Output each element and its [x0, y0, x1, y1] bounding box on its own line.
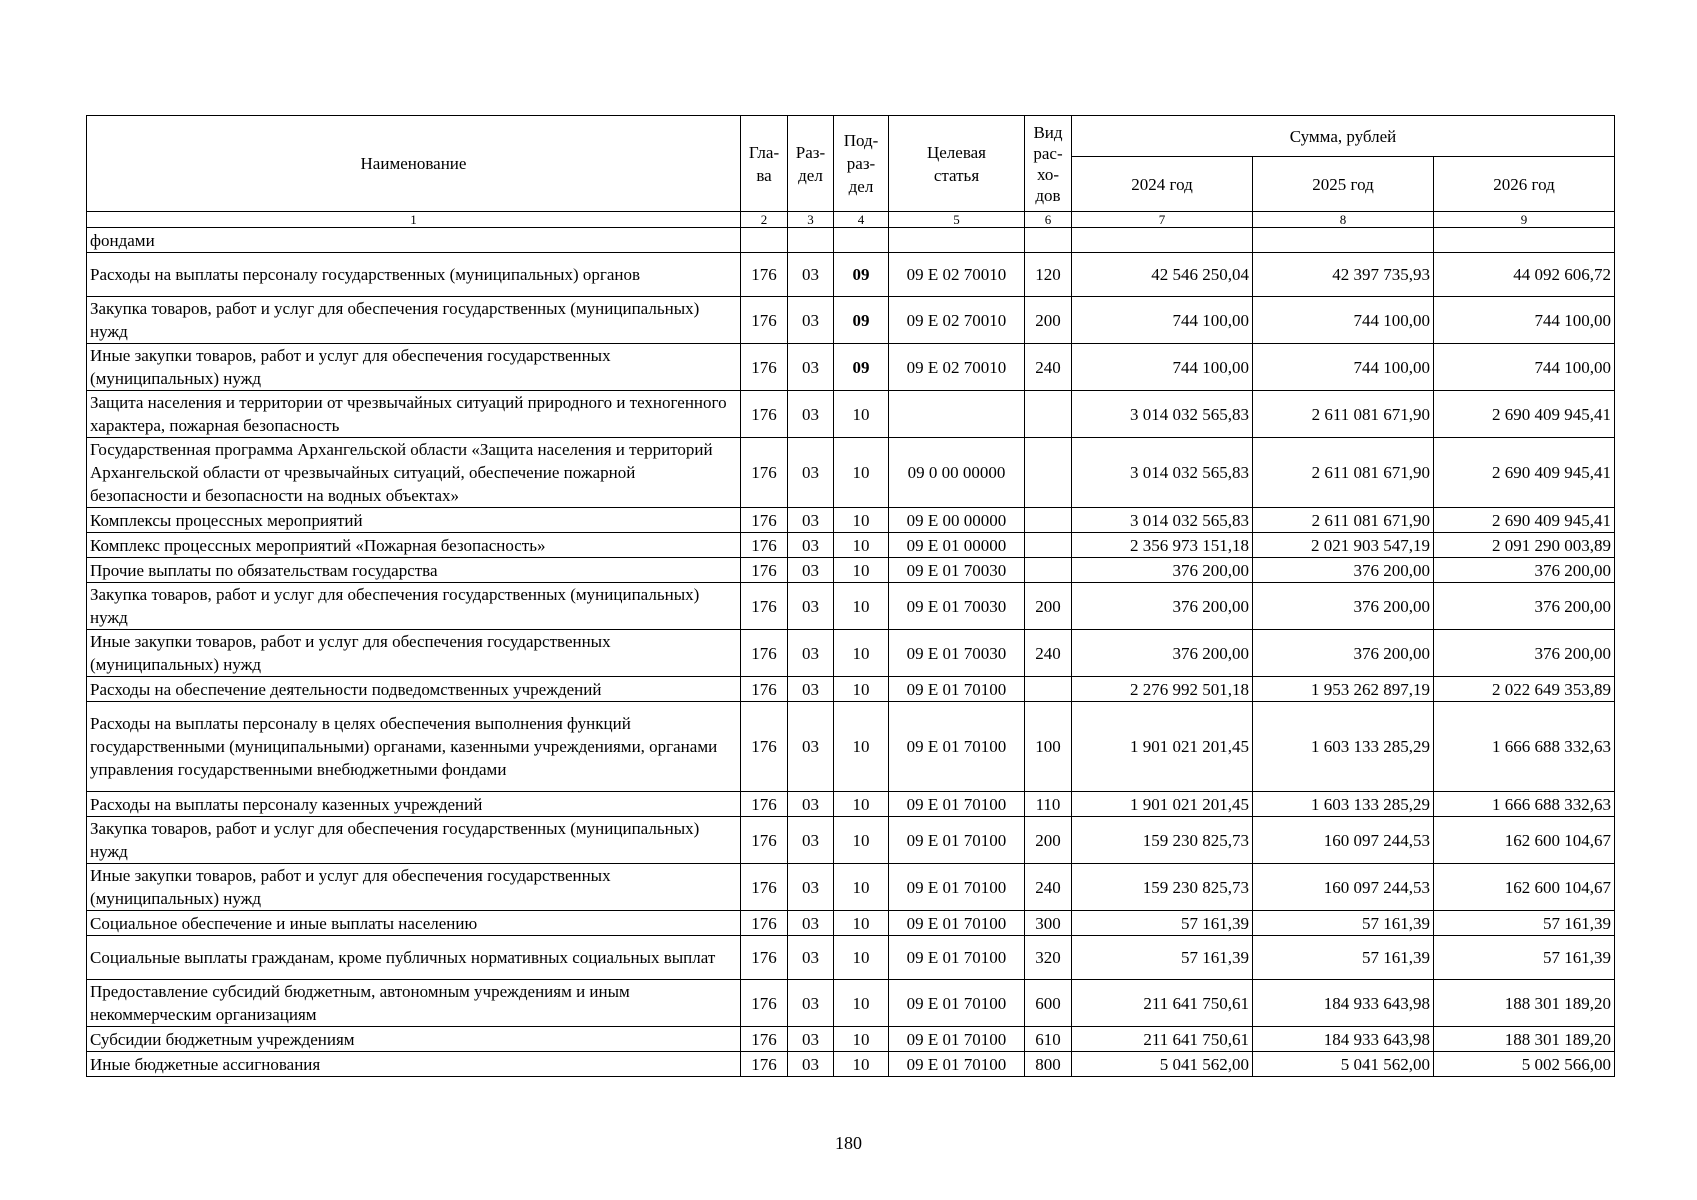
row-sum-2025: 2 611 081 671,90 [1253, 438, 1434, 508]
table-row [87, 297, 1615, 344]
column-index: 8 [1253, 212, 1434, 228]
row-podrazdel: 10 [834, 936, 889, 980]
row-sum-2026: 1 666 688 332,63 [1434, 702, 1615, 792]
row-podrazdel: 10 [834, 864, 889, 911]
row-sum-2025: 57 161,39 [1253, 936, 1434, 980]
row-podrazdel: 10 [834, 438, 889, 508]
row-target-article: 09 Е 01 70100 [889, 864, 1025, 911]
row-target-article: 09 Е 02 70010 [889, 297, 1025, 344]
header-row [87, 116, 1615, 157]
row-name: Иные закупки товаров, работ и услуг для обеспечения государственных (муниципальных) нужд [87, 630, 741, 677]
row-glava: 176 [741, 297, 788, 344]
row-sum-2024: 3 014 032 565,83 [1072, 508, 1253, 533]
row-sum-2024: 42 546 250,04 [1072, 253, 1253, 297]
row-expense-type: 240 [1025, 630, 1072, 677]
row-sum-2026: 376 200,00 [1434, 630, 1615, 677]
row-name: Защита населения и территории от чрезвычайных ситуаций природного и техногенного характера, пожарная безопасность [87, 391, 741, 438]
row-name: Расходы на выплаты персоналу в целях обеспечения выполнения функций государственными (муниципальными) органами, казенными учреждениями, органами управления государственными внебюджетными фондами [87, 702, 741, 792]
row-target-article: 09 Е 01 70100 [889, 1027, 1025, 1052]
row-sum-2024: 1 901 021 201,45 [1072, 792, 1253, 817]
row-name: Расходы на выплаты персоналу государственных (муниципальных) органов [87, 253, 741, 297]
row-name: Расходы на выплаты персоналу казенных учреждений [87, 792, 741, 817]
table-body [87, 228, 1615, 1077]
row-sum-2025: 5 041 562,00 [1253, 1052, 1434, 1077]
row-sum-2026: 376 200,00 [1434, 558, 1615, 583]
row-expense-type [1025, 508, 1072, 533]
table-row [87, 1027, 1615, 1052]
row-glava: 176 [741, 792, 788, 817]
row-sum-2024: 376 200,00 [1072, 630, 1253, 677]
row-expense-type: 240 [1025, 344, 1072, 391]
row-razdel: 03 [788, 1027, 834, 1052]
row-razdel: 03 [788, 391, 834, 438]
row-sum-2026: 2 690 409 945,41 [1434, 438, 1615, 508]
row-sum-2026: 188 301 189,20 [1434, 1027, 1615, 1052]
header-glava [741, 116, 788, 212]
row-podrazdel: 10 [834, 702, 889, 792]
row-name: Закупка товаров, работ и услуг для обеспечения государственных (муниципальных) нужд [87, 297, 741, 344]
row-name: фондами [87, 228, 741, 253]
row-razdel: 03 [788, 936, 834, 980]
column-index: 3 [788, 212, 834, 228]
row-podrazdel: 09 [834, 297, 889, 344]
row-podrazdel: 09 [834, 253, 889, 297]
row-expense-type: 100 [1025, 702, 1072, 792]
row-target-article: 09 Е 02 70010 [889, 253, 1025, 297]
row-target-article: 09 Е 01 70100 [889, 980, 1025, 1027]
row-glava: 176 [741, 583, 788, 630]
column-index: 6 [1025, 212, 1072, 228]
header-sum: Сумма, рублей [1072, 116, 1615, 157]
row-sum-2024: 57 161,39 [1072, 911, 1253, 936]
row-sum-2025: 744 100,00 [1253, 344, 1434, 391]
row-target-article: 09 Е 01 70100 [889, 702, 1025, 792]
row-target-article: 09 Е 02 70010 [889, 344, 1025, 391]
row-target-article: 09 Е 01 70100 [889, 817, 1025, 864]
row-sum-2026: 2 091 290 003,89 [1434, 533, 1615, 558]
header-glava-text: Гла- ва [748, 142, 780, 185]
row-razdel: 03 [788, 438, 834, 508]
budget-table [86, 115, 1615, 1077]
row-expense-type [1025, 533, 1072, 558]
row-sum-2024 [1072, 228, 1253, 253]
row-razdel: 03 [788, 533, 834, 558]
row-target-article: 09 Е 01 70030 [889, 630, 1025, 677]
table-row [87, 817, 1615, 864]
row-podrazdel: 10 [834, 817, 889, 864]
row-glava: 176 [741, 817, 788, 864]
row-sum-2026: 376 200,00 [1434, 583, 1615, 630]
row-expense-type: 610 [1025, 1027, 1072, 1052]
row-sum-2024: 1 901 021 201,45 [1072, 702, 1253, 792]
row-sum-2025: 2 611 081 671,90 [1253, 508, 1434, 533]
table-row [87, 980, 1615, 1027]
row-razdel: 03 [788, 980, 834, 1027]
row-razdel: 03 [788, 864, 834, 911]
row-sum-2024: 211 641 750,61 [1072, 1027, 1253, 1052]
table-row [87, 583, 1615, 630]
row-sum-2024: 744 100,00 [1072, 344, 1253, 391]
row-sum-2024: 159 230 825,73 [1072, 864, 1253, 911]
row-name: Прочие выплаты по обязательствам государства [87, 558, 741, 583]
row-glava: 176 [741, 1027, 788, 1052]
row-sum-2025: 2 021 903 547,19 [1253, 533, 1434, 558]
row-podrazdel: 10 [834, 792, 889, 817]
row-glava: 176 [741, 253, 788, 297]
header-year-2025: 2025 год [1253, 157, 1434, 212]
row-sum-2026: 2 690 409 945,41 [1434, 391, 1615, 438]
row-glava: 176 [741, 911, 788, 936]
row-expense-type: 200 [1025, 817, 1072, 864]
row-sum-2024: 376 200,00 [1072, 558, 1253, 583]
row-podrazdel: 10 [834, 630, 889, 677]
row-sum-2024: 5 041 562,00 [1072, 1052, 1253, 1077]
row-sum-2025: 1 603 133 285,29 [1253, 792, 1434, 817]
row-podrazdel: 10 [834, 1027, 889, 1052]
row-expense-type: 200 [1025, 297, 1072, 344]
table-row [87, 228, 1615, 253]
row-sum-2026: 162 600 104,67 [1434, 817, 1615, 864]
row-razdel: 03 [788, 508, 834, 533]
row-razdel: 03 [788, 583, 834, 630]
table-row [87, 677, 1615, 702]
column-index: 2 [741, 212, 788, 228]
row-sum-2024: 3 014 032 565,83 [1072, 438, 1253, 508]
row-target-article [889, 391, 1025, 438]
row-glava: 176 [741, 533, 788, 558]
row-glava: 176 [741, 558, 788, 583]
row-name: Предоставление субсидий бюджетным, автономным учреждениям и иным некоммерческим организациям [87, 980, 741, 1027]
row-expense-type: 800 [1025, 1052, 1072, 1077]
row-sum-2026: 1 666 688 332,63 [1434, 792, 1615, 817]
row-sum-2025: 57 161,39 [1253, 911, 1434, 936]
row-sum-2026: 57 161,39 [1434, 911, 1615, 936]
row-sum-2026: 5 002 566,00 [1434, 1052, 1615, 1077]
row-name: Иные бюджетные ассигнования [87, 1052, 741, 1077]
row-target-article [889, 228, 1025, 253]
row-expense-type: 120 [1025, 253, 1072, 297]
row-glava: 176 [741, 936, 788, 980]
row-podrazdel: 10 [834, 533, 889, 558]
header-vid-text: Вид рас- хо- дов [1033, 122, 1063, 205]
header-target [889, 116, 1025, 212]
row-glava [741, 228, 788, 253]
row-expense-type [1025, 228, 1072, 253]
row-expense-type: 200 [1025, 583, 1072, 630]
column-index: 1 [87, 212, 741, 228]
row-podrazdel: 10 [834, 508, 889, 533]
row-glava: 176 [741, 1052, 788, 1077]
row-glava: 176 [741, 864, 788, 911]
row-sum-2026: 188 301 189,20 [1434, 980, 1615, 1027]
row-name: Закупка товаров, работ и услуг для обеспечения государственных (муниципальных) нужд [87, 583, 741, 630]
row-razdel: 03 [788, 253, 834, 297]
row-glava: 176 [741, 344, 788, 391]
header-name: Наименование [87, 116, 741, 212]
row-target-article: 09 Е 01 70030 [889, 583, 1025, 630]
row-razdel [788, 228, 834, 253]
table-row [87, 792, 1615, 817]
column-index: 9 [1434, 212, 1615, 228]
row-expense-type: 240 [1025, 864, 1072, 911]
row-razdel: 03 [788, 702, 834, 792]
row-razdel: 03 [788, 792, 834, 817]
row-target-article: 09 Е 01 00000 [889, 533, 1025, 558]
row-sum-2024: 2 356 973 151,18 [1072, 533, 1253, 558]
row-target-article: 09 Е 01 70030 [889, 558, 1025, 583]
row-sum-2026: 2 690 409 945,41 [1434, 508, 1615, 533]
row-sum-2025: 376 200,00 [1253, 630, 1434, 677]
row-sum-2024: 744 100,00 [1072, 297, 1253, 344]
row-sum-2024: 3 014 032 565,83 [1072, 391, 1253, 438]
row-glava: 176 [741, 391, 788, 438]
table-row [87, 558, 1615, 583]
row-expense-type: 600 [1025, 980, 1072, 1027]
row-sum-2025: 42 397 735,93 [1253, 253, 1434, 297]
header-podrazdel [834, 116, 889, 212]
table-row [87, 702, 1615, 792]
row-razdel: 03 [788, 297, 834, 344]
row-podrazdel: 10 [834, 1052, 889, 1077]
column-index: 4 [834, 212, 889, 228]
table-row [87, 1052, 1615, 1077]
row-name: Социальные выплаты гражданам, кроме публичных нормативных социальных выплат [87, 936, 741, 980]
row-sum-2026: 44 092 606,72 [1434, 253, 1615, 297]
row-name: Иные закупки товаров, работ и услуг для обеспечения государственных (муниципальных) нужд [87, 344, 741, 391]
row-expense-type [1025, 677, 1072, 702]
header-razdel-text: Раз- дел [795, 142, 826, 185]
row-sum-2025 [1253, 228, 1434, 253]
row-razdel: 03 [788, 911, 834, 936]
row-sum-2026: 744 100,00 [1434, 297, 1615, 344]
row-target-article: 09 Е 01 70100 [889, 911, 1025, 936]
row-podrazdel: 10 [834, 911, 889, 936]
table-row [87, 508, 1615, 533]
row-sum-2024: 2 276 992 501,18 [1072, 677, 1253, 702]
row-name: Закупка товаров, работ и услуг для обеспечения государственных (муниципальных) нужд [87, 817, 741, 864]
table-row [87, 864, 1615, 911]
table-row [87, 438, 1615, 508]
row-sum-2024: 211 641 750,61 [1072, 980, 1253, 1027]
row-sum-2024: 57 161,39 [1072, 936, 1253, 980]
row-sum-2025: 1 603 133 285,29 [1253, 702, 1434, 792]
row-name: Комплексы процессных мероприятий [87, 508, 741, 533]
row-sum-2026: 744 100,00 [1434, 344, 1615, 391]
row-expense-type [1025, 391, 1072, 438]
row-target-article: 09 Е 01 70100 [889, 677, 1025, 702]
table-row [87, 630, 1615, 677]
row-sum-2025: 160 097 244,53 [1253, 864, 1434, 911]
row-razdel: 03 [788, 630, 834, 677]
row-podrazdel: 10 [834, 558, 889, 583]
row-glava: 176 [741, 438, 788, 508]
row-sum-2025: 376 200,00 [1253, 583, 1434, 630]
row-sum-2025: 376 200,00 [1253, 558, 1434, 583]
column-index: 7 [1072, 212, 1253, 228]
row-razdel: 03 [788, 1052, 834, 1077]
row-target-article: 09 Е 01 70100 [889, 792, 1025, 817]
header-razdel [788, 116, 834, 212]
header-year-2024: 2024 год [1072, 157, 1253, 212]
row-name: Социальное обеспечение и иные выплаты населению [87, 911, 741, 936]
row-podrazdel: 10 [834, 677, 889, 702]
row-razdel: 03 [788, 817, 834, 864]
row-name: Комплекс процессных мероприятий «Пожарная безопасность» [87, 533, 741, 558]
row-podrazdel [834, 228, 889, 253]
column-index-row [87, 212, 1615, 228]
row-name: Государственная программа Архангельской области «Защита населения и территорий Архангельской области от чрезвычайных ситуаций, обеспечение пожарной безопасности и безопасности на водных объектах» [87, 438, 741, 508]
row-sum-2025: 2 611 081 671,90 [1253, 391, 1434, 438]
row-glava: 176 [741, 677, 788, 702]
row-target-article: 09 Е 01 70100 [889, 936, 1025, 980]
row-podrazdel: 10 [834, 980, 889, 1027]
row-sum-2026: 162 600 104,67 [1434, 864, 1615, 911]
row-name: Расходы на обеспечение деятельности подведомственных учреждений [87, 677, 741, 702]
row-name: Иные закупки товаров, работ и услуг для обеспечения государственных (муниципальных) нужд [87, 864, 741, 911]
row-sum-2025: 1 953 262 897,19 [1253, 677, 1434, 702]
table-row [87, 391, 1615, 438]
header-target-text: Целевая статья [926, 142, 987, 185]
row-sum-2024: 376 200,00 [1072, 583, 1253, 630]
row-expense-type [1025, 558, 1072, 583]
row-sum-2026: 2 022 649 353,89 [1434, 677, 1615, 702]
row-sum-2024: 159 230 825,73 [1072, 817, 1253, 864]
row-sum-2026: 57 161,39 [1434, 936, 1615, 980]
table-row [87, 911, 1615, 936]
table-row [87, 253, 1615, 297]
header-year-2026: 2026 год [1434, 157, 1615, 212]
row-expense-type: 300 [1025, 911, 1072, 936]
row-podrazdel: 10 [834, 583, 889, 630]
row-podrazdel: 09 [834, 344, 889, 391]
row-sum-2025: 184 933 643,98 [1253, 980, 1434, 1027]
row-sum-2026 [1434, 228, 1615, 253]
table-row [87, 344, 1615, 391]
header-vid [1025, 116, 1072, 212]
row-expense-type: 320 [1025, 936, 1072, 980]
column-index: 5 [889, 212, 1025, 228]
page-number: 180 [835, 1133, 862, 1153]
row-expense-type [1025, 438, 1072, 508]
row-razdel: 03 [788, 558, 834, 583]
row-target-article: 09 Е 01 70100 [889, 1052, 1025, 1077]
row-target-article: 09 Е 00 00000 [889, 508, 1025, 533]
row-podrazdel: 10 [834, 391, 889, 438]
row-sum-2025: 744 100,00 [1253, 297, 1434, 344]
row-glava: 176 [741, 702, 788, 792]
table-row [87, 936, 1615, 980]
row-sum-2025: 160 097 244,53 [1253, 817, 1434, 864]
row-razdel: 03 [788, 677, 834, 702]
row-target-article: 09 0 00 00000 [889, 438, 1025, 508]
row-sum-2025: 184 933 643,98 [1253, 1027, 1434, 1052]
row-glava: 176 [741, 508, 788, 533]
row-razdel: 03 [788, 344, 834, 391]
row-name: Субсидии бюджетным учреждениям [87, 1027, 741, 1052]
header-podrazdel-text: Под- раз- дел [843, 131, 879, 196]
row-glava: 176 [741, 980, 788, 1027]
row-glava: 176 [741, 630, 788, 677]
table-row [87, 533, 1615, 558]
row-expense-type: 110 [1025, 792, 1072, 817]
